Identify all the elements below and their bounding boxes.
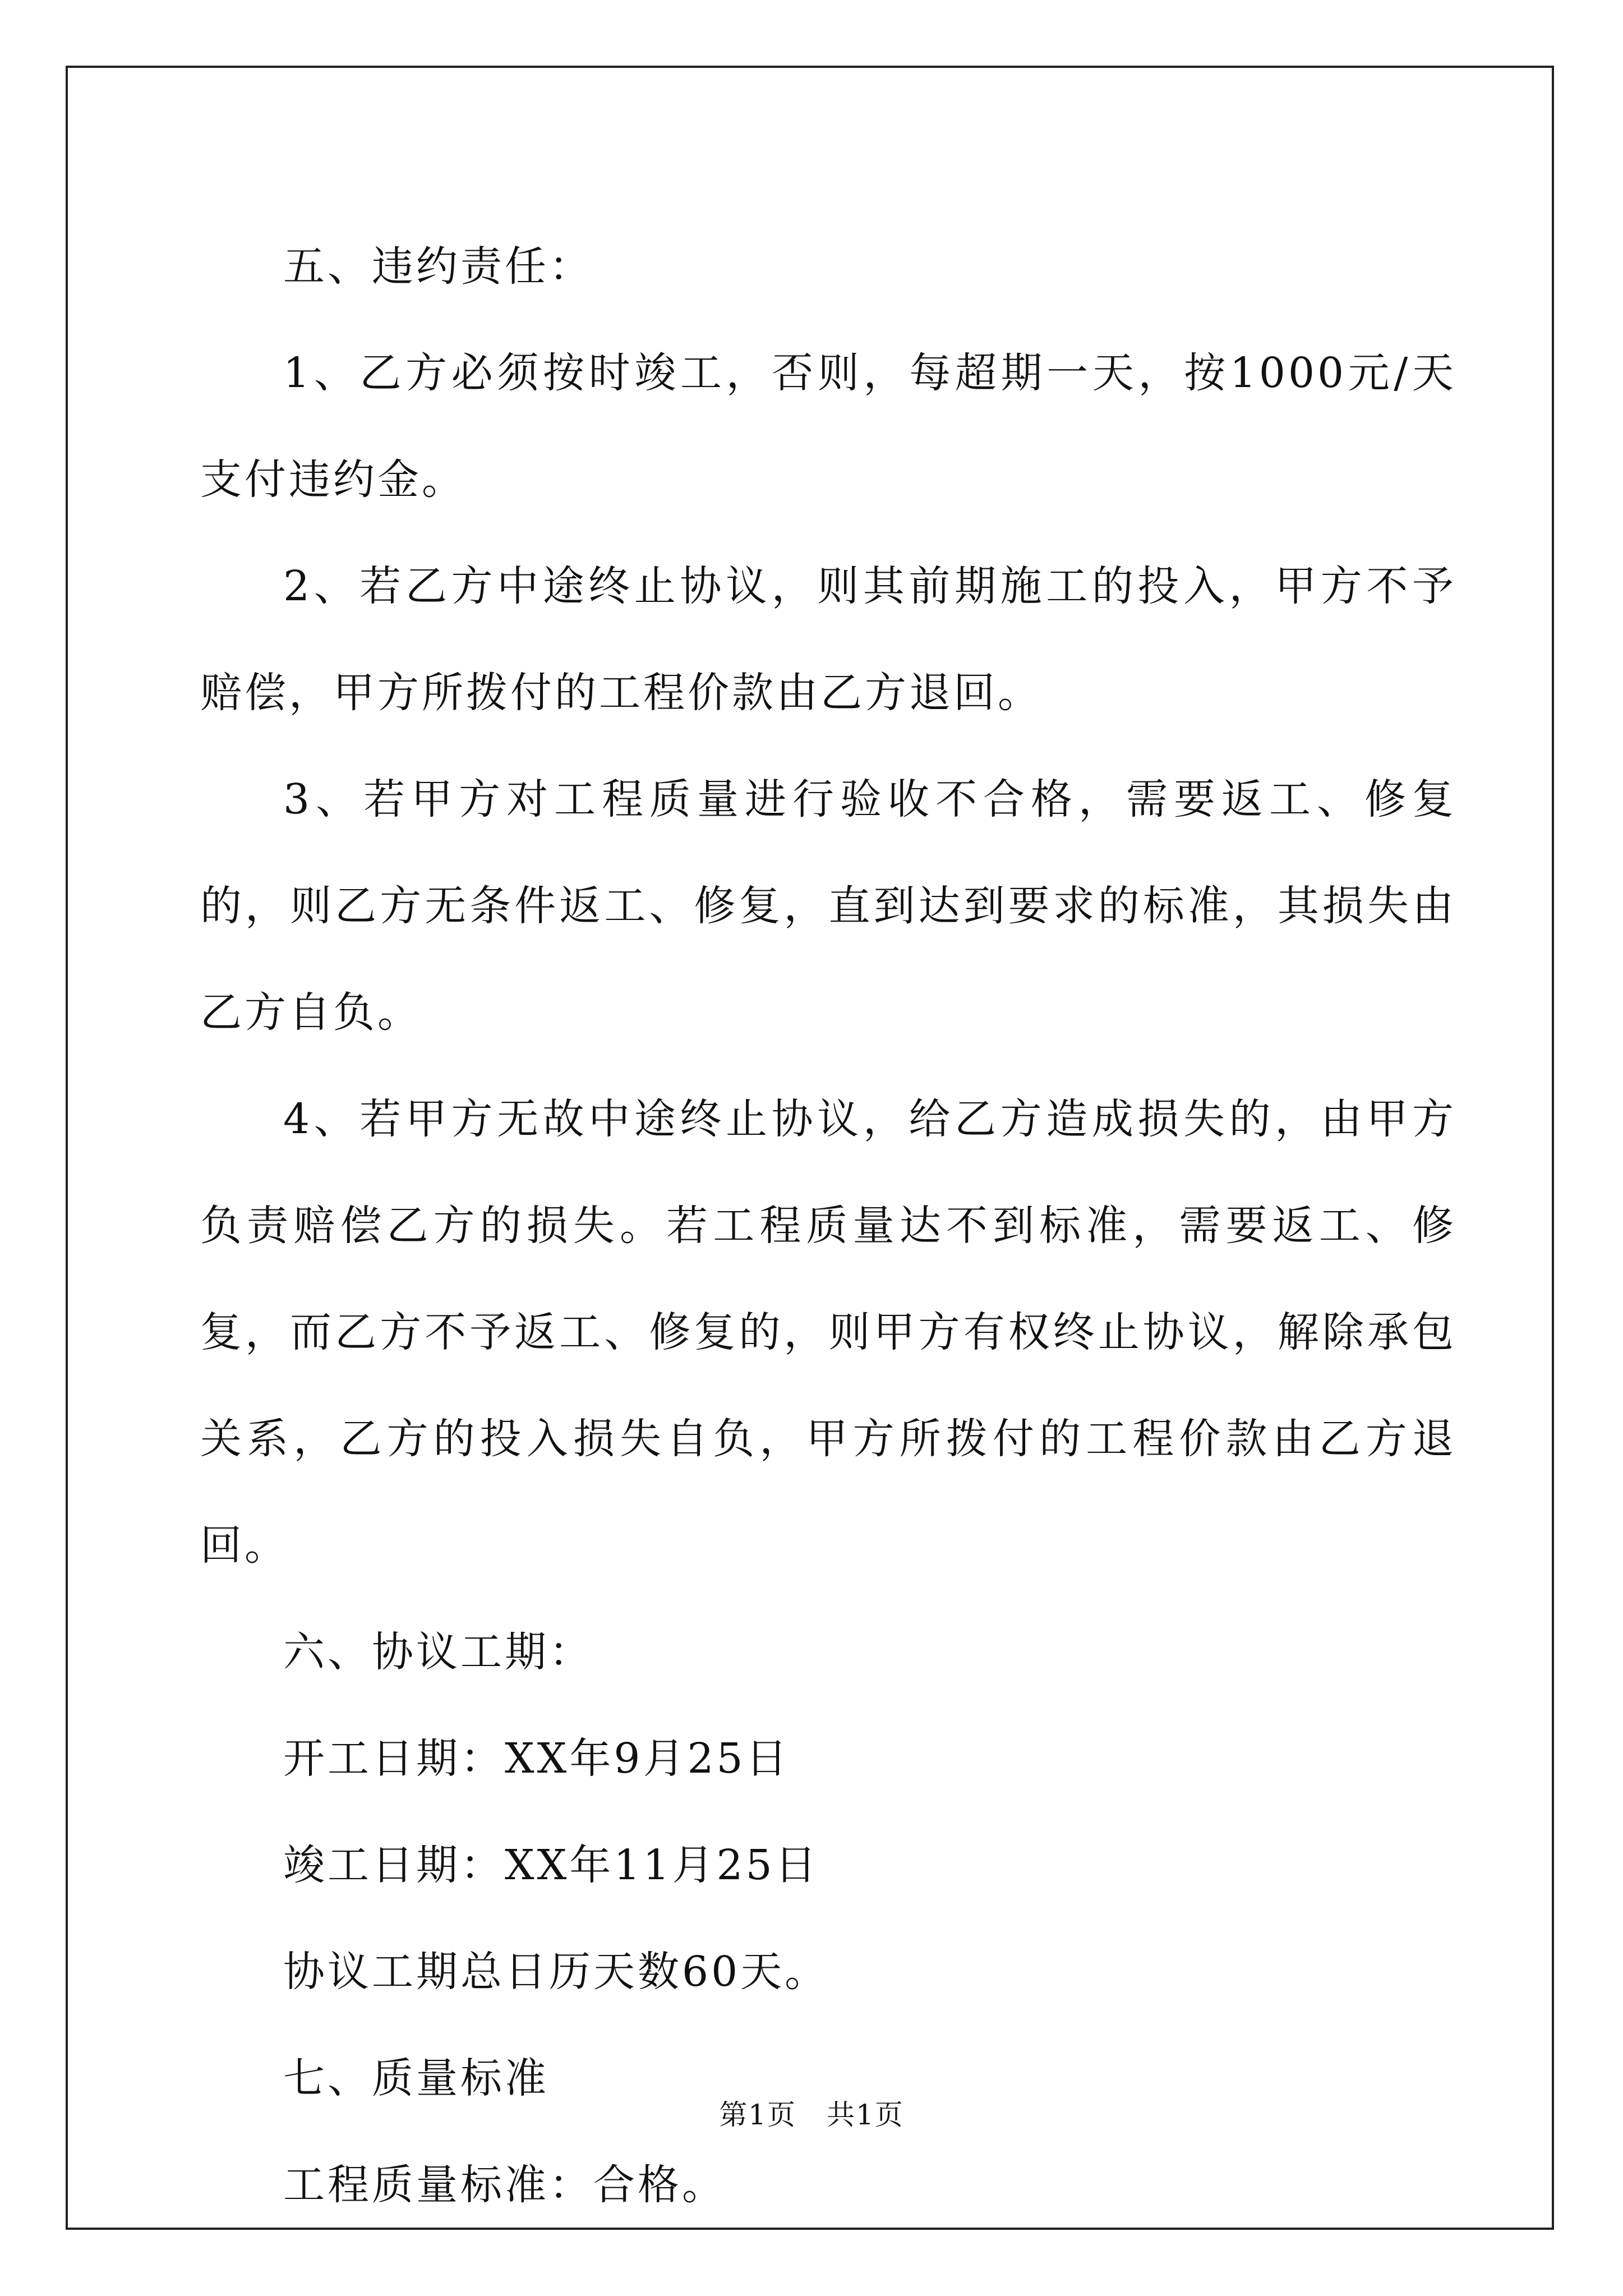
start-date-line: 开工日期：XX年9月25日: [283, 1734, 790, 1783]
total-page-count: 共1页: [827, 2099, 904, 2131]
total-days-line: 协议工期总日历天数60天。: [283, 1948, 829, 1996]
document-body: [200, 213, 1456, 2238]
clause-paragraph: 3、若甲方对工程质量进行验收不合格，需要返工、修复的，则乙方无条件返工、修复，直到达到要求的标准，其损失由乙方自负。: [200, 775, 1456, 1037]
clause-paragraph: 2、若乙方中途终止协议，则其前期施工的投入，甲方不予赔偿，甲方所拨付的工程价款由乙方退回。: [200, 562, 1456, 717]
clause-paragraph: 1、乙方必须按时竣工，否则，每超期一天，按1000元/天支付违约金。: [200, 349, 1456, 504]
page-footer: [0, 2098, 1623, 2132]
section-heading-breach-liability: 五、违约责任：: [283, 242, 593, 291]
section-heading-schedule: 六、协议工期：: [283, 1628, 593, 1676]
completion-date-line: 竣工日期：XX年11月25日: [283, 1841, 819, 1889]
current-page-number: 第1页: [719, 2099, 796, 2131]
clause-paragraph: 4、若甲方无故中途终止协议，给乙方造成损失的，由甲方负责赔偿乙方的损失。若工程质量达不到标准，需要返工、修复，而乙方不予返工、修复的，则甲方有权终止协议，解除承包关系，乙方的投入损失自负，甲方所拨付的工程价款由乙方退回。: [200, 1095, 1456, 1570]
quality-standard-line: 工程质量标准：合格。: [283, 2161, 726, 2209]
section-heading-quality: 七、质量标准: [283, 2054, 549, 2102]
